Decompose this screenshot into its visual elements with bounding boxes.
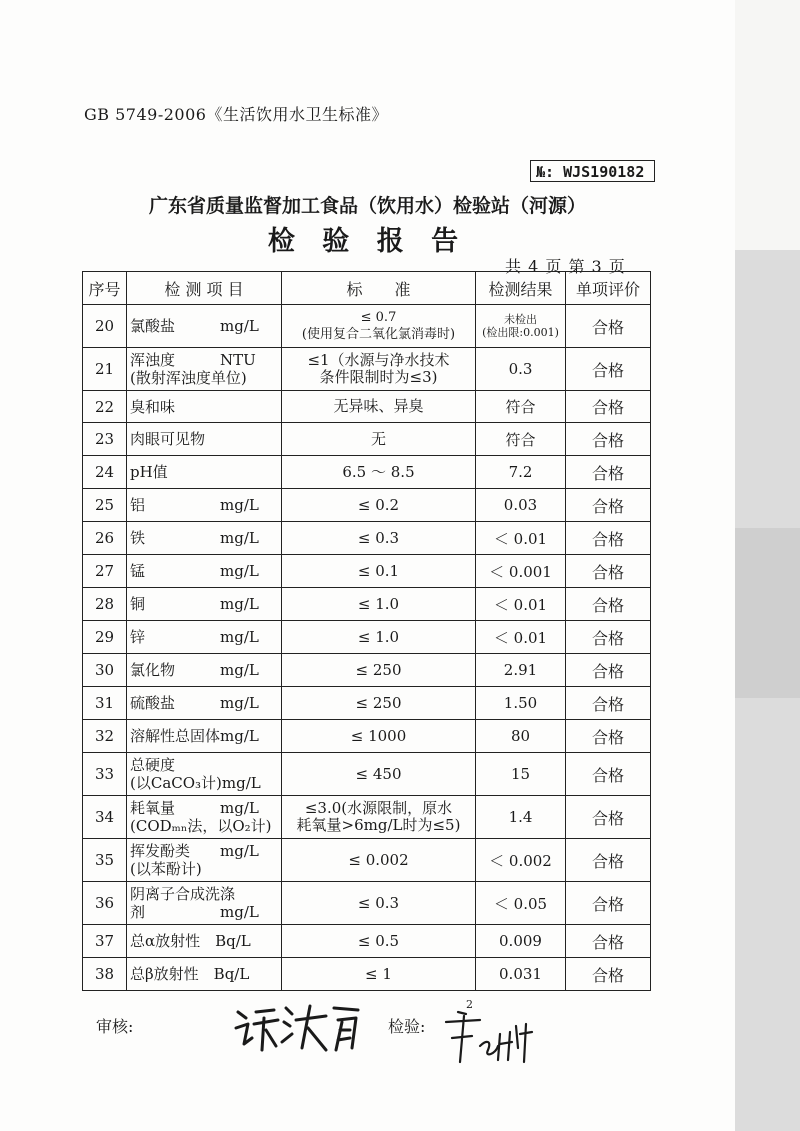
table-row xyxy=(83,588,651,621)
row-seq: 24 xyxy=(83,456,127,489)
row-evaluation: 合格 xyxy=(566,882,651,925)
row-standard: ≤ 1.0 xyxy=(282,588,476,621)
row-standard: ≤ 0.3 xyxy=(282,882,476,925)
row-standard: ≤ 1000 xyxy=(282,720,476,753)
row-standard: 无 xyxy=(282,423,476,456)
table-row xyxy=(83,753,651,796)
table-row xyxy=(83,456,651,489)
row-evaluation: 合格 xyxy=(566,588,651,621)
row-result: 0.03 xyxy=(476,489,566,522)
row-evaluation: 合格 xyxy=(566,958,651,991)
row-evaluation: 合格 xyxy=(566,423,651,456)
row-item: 铝 mg/L xyxy=(127,489,282,522)
row-item: 硫酸盐 mg/L xyxy=(127,687,282,720)
row-seq: 22 xyxy=(83,391,127,423)
row-evaluation: 合格 xyxy=(566,391,651,423)
row-result: 符合 xyxy=(476,423,566,456)
row-item: 总硬度 (以CaCO₃计)mg/L xyxy=(127,753,282,796)
row-evaluation: 合格 xyxy=(566,522,651,555)
tester-signature xyxy=(436,1004,546,1066)
standard-title: GB 5749-2006《生活饮用水卫生标准》 xyxy=(84,105,388,124)
results-table xyxy=(82,271,651,991)
row-result: ＜ 0.05 xyxy=(476,882,566,925)
row-item: 氯酸盐 mg/L xyxy=(127,305,282,348)
row-seq: 38 xyxy=(83,958,127,991)
row-standard: 无异味、异臭 xyxy=(282,391,476,423)
table-row xyxy=(83,796,651,839)
row-seq: 28 xyxy=(83,588,127,621)
table-row xyxy=(83,925,651,958)
row-item: 铁 mg/L xyxy=(127,522,282,555)
table-body xyxy=(83,305,651,991)
row-seq: 26 xyxy=(83,522,127,555)
row-item: pH值 xyxy=(127,456,282,489)
row-standard: ≤3.0(水源限制，原水 耗氧量>6mg/L时为≤5) xyxy=(282,796,476,839)
table-row xyxy=(83,391,651,423)
row-seq: 34 xyxy=(83,796,127,839)
column-header-standard: 标 准 xyxy=(282,272,476,305)
row-evaluation: 合格 xyxy=(566,796,651,839)
row-result: 1.4 xyxy=(476,796,566,839)
row-seq: 29 xyxy=(83,621,127,654)
table-row xyxy=(83,687,651,720)
row-result: ＜ 0.002 xyxy=(476,839,566,882)
row-evaluation: 合格 xyxy=(566,839,651,882)
table-row xyxy=(83,621,651,654)
row-result: 7.2 xyxy=(476,456,566,489)
row-standard: ≤ 250 xyxy=(282,687,476,720)
row-seq: 25 xyxy=(83,489,127,522)
row-seq: 27 xyxy=(83,555,127,588)
row-item: 锰 mg/L xyxy=(127,555,282,588)
table-row xyxy=(83,522,651,555)
row-seq: 21 xyxy=(83,348,127,391)
row-standard: ≤ 1 xyxy=(282,958,476,991)
row-result: ＜ 0.01 xyxy=(476,621,566,654)
table-row xyxy=(83,958,651,991)
column-header-seq: 序号 xyxy=(83,272,127,305)
table-row xyxy=(83,305,651,348)
row-result: ＜ 0.01 xyxy=(476,522,566,555)
row-result: 15 xyxy=(476,753,566,796)
row-result: 80 xyxy=(476,720,566,753)
tester-mark: 2 xyxy=(466,998,473,1011)
table-row xyxy=(83,555,651,588)
table-row xyxy=(83,720,651,753)
review-label: 审核: xyxy=(96,1017,134,1036)
report-number: №: WJS190182 xyxy=(530,160,655,182)
table-row xyxy=(83,489,651,522)
table-row xyxy=(83,839,651,882)
row-item: 耗氧量 mg/L (CODₘₙ法，以O₂计) xyxy=(127,796,282,839)
row-seq: 31 xyxy=(83,687,127,720)
row-evaluation: 合格 xyxy=(566,305,651,348)
table-header-row xyxy=(83,272,651,305)
row-evaluation: 合格 xyxy=(566,925,651,958)
tester-label: 检验: xyxy=(388,1017,426,1036)
row-result: 0.009 xyxy=(476,925,566,958)
row-result: 符合 xyxy=(476,391,566,423)
row-evaluation: 合格 xyxy=(566,654,651,687)
row-item: 挥发酚类 mg/L (以苯酚计) xyxy=(127,839,282,882)
row-item: 浑浊度 NTU (散射浑浊度单位) xyxy=(127,348,282,391)
row-seq: 30 xyxy=(83,654,127,687)
row-item: 肉眼可见物 xyxy=(127,423,282,456)
table-row xyxy=(83,423,651,456)
row-item: 氯化物 mg/L xyxy=(127,654,282,687)
row-evaluation: 合格 xyxy=(566,753,651,796)
row-result: ＜ 0.01 xyxy=(476,588,566,621)
row-seq: 32 xyxy=(83,720,127,753)
row-standard: ≤ 0.1 xyxy=(282,555,476,588)
row-item: 总α放射性 Bq/L xyxy=(127,925,282,958)
row-result: ＜ 0.001 xyxy=(476,555,566,588)
row-result: 0.3 xyxy=(476,348,566,391)
row-standard: ≤ 0.3 xyxy=(282,522,476,555)
row-item: 锌 mg/L xyxy=(127,621,282,654)
column-header-item: 检 测 项 目 xyxy=(127,272,282,305)
report-title: 检 验 报 告 xyxy=(267,226,468,257)
row-seq: 33 xyxy=(83,753,127,796)
row-evaluation: 合格 xyxy=(566,555,651,588)
row-evaluation: 合格 xyxy=(566,489,651,522)
row-seq: 20 xyxy=(83,305,127,348)
row-seq: 36 xyxy=(83,882,127,925)
row-evaluation: 合格 xyxy=(566,687,651,720)
row-standard: ≤ 1.0 xyxy=(282,621,476,654)
row-standard: ≤ 450 xyxy=(282,753,476,796)
row-standard: ≤ 0.7 (使用复合二氧化氯消毒时) xyxy=(282,305,476,348)
row-standard: ≤ 250 xyxy=(282,654,476,687)
table-row xyxy=(83,654,651,687)
reviewer-signature xyxy=(230,998,365,1060)
row-seq: 37 xyxy=(83,925,127,958)
row-evaluation: 合格 xyxy=(566,456,651,489)
row-item: 铜 mg/L xyxy=(127,588,282,621)
row-item: 总β放射性 Bq/L xyxy=(127,958,282,991)
row-result: 未检出 (检出限:0.001) xyxy=(476,305,566,348)
row-standard: ≤ 0.002 xyxy=(282,839,476,882)
row-evaluation: 合格 xyxy=(566,720,651,753)
row-seq: 35 xyxy=(83,839,127,882)
row-evaluation: 合格 xyxy=(566,348,651,391)
row-item: 阴离子合成洗涤 剂 mg/L xyxy=(127,882,282,925)
row-standard: ≤ 0.2 xyxy=(282,489,476,522)
column-header-evaluation: 单项评价 xyxy=(566,272,651,305)
column-header-result: 检测结果 xyxy=(476,272,566,305)
table-row xyxy=(83,348,651,391)
row-result: 1.50 xyxy=(476,687,566,720)
row-result: 0.031 xyxy=(476,958,566,991)
page-info: 共 4 页 第 3 页 xyxy=(505,257,626,276)
station-name: 广东省质量监督加工食品（饮用水）检验站（河源） xyxy=(148,195,586,217)
table-row xyxy=(83,882,651,925)
row-standard: ≤ 0.5 xyxy=(282,925,476,958)
row-item: 溶解性总固体mg/L xyxy=(127,720,282,753)
row-seq: 23 xyxy=(83,423,127,456)
row-item: 臭和味 xyxy=(127,391,282,423)
row-standard: ≤1（水源与净水技术 条件限制时为≤3) xyxy=(282,348,476,391)
row-evaluation: 合格 xyxy=(566,621,651,654)
row-result: 2.91 xyxy=(476,654,566,687)
row-standard: 6.5 ～ 8.5 xyxy=(282,456,476,489)
